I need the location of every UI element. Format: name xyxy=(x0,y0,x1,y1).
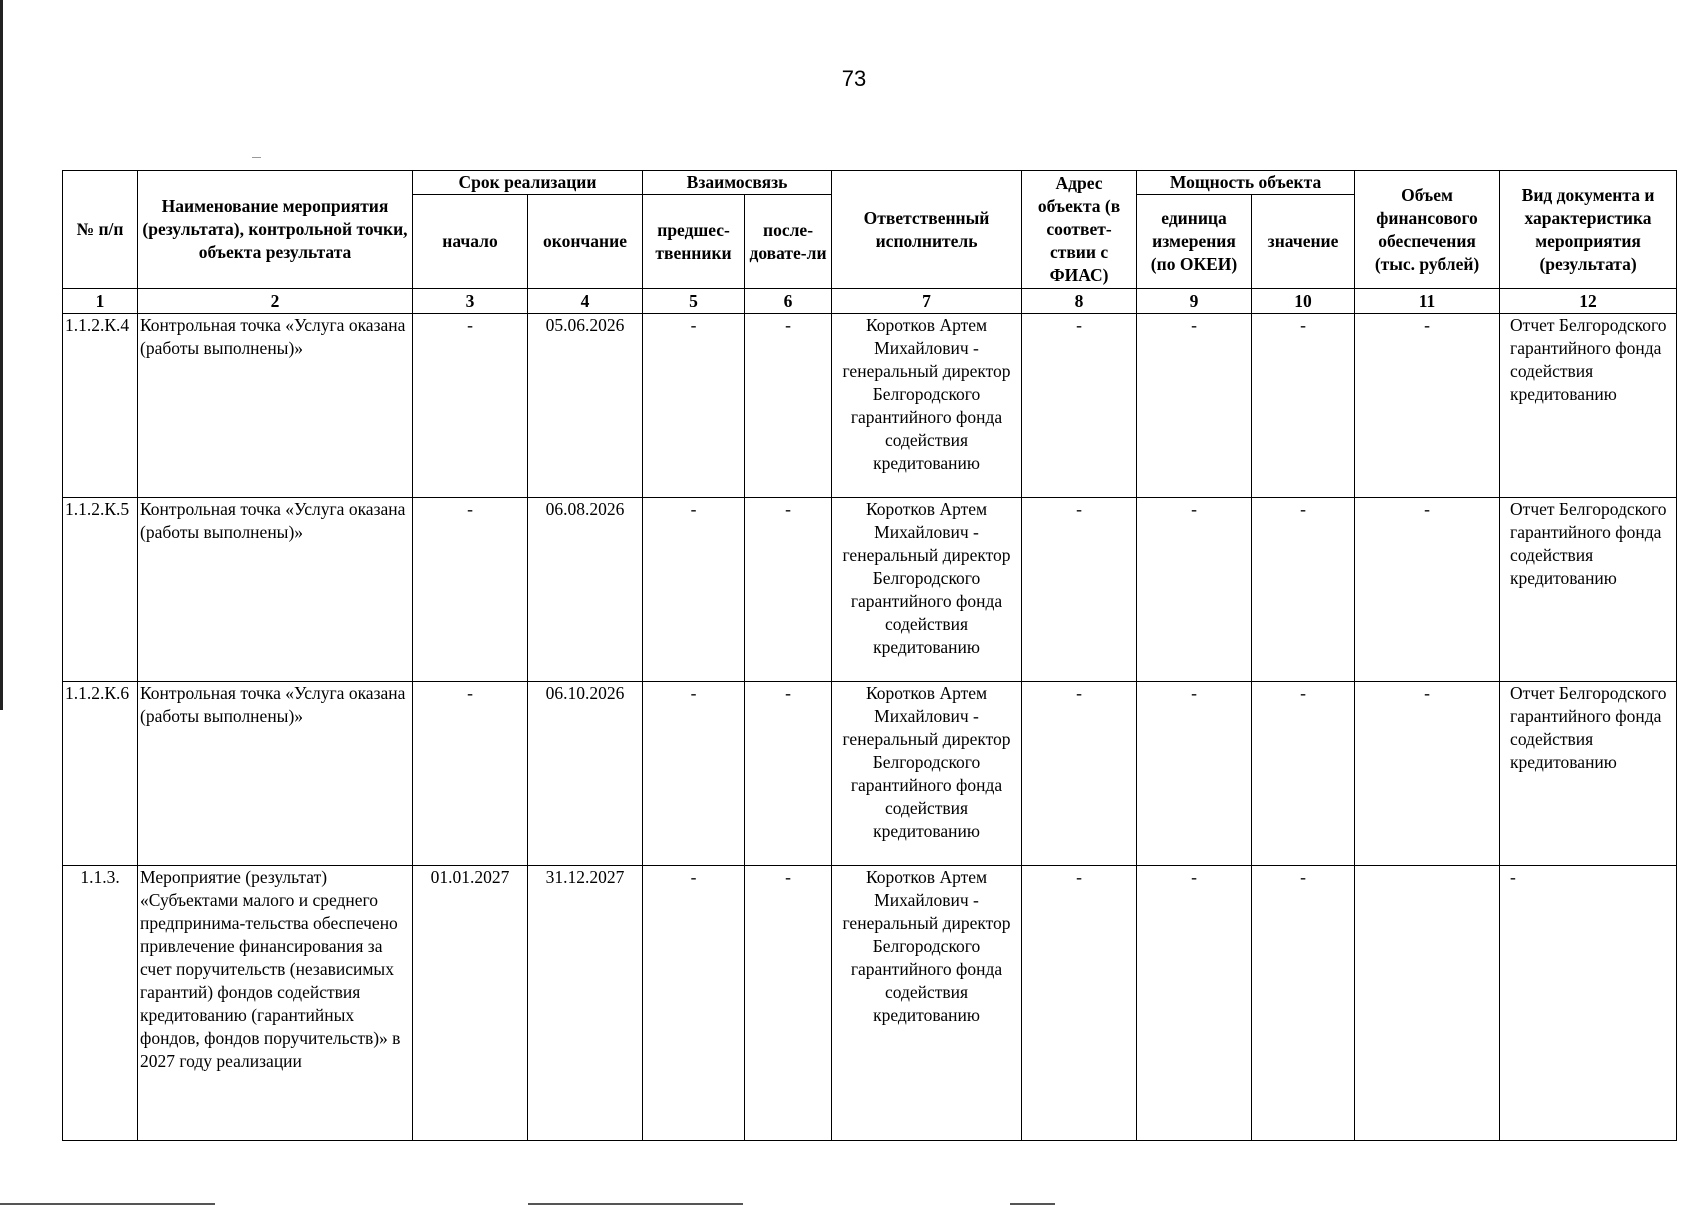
header-name: Наименование мероприятия (результата), контрольной точки, объекта результата xyxy=(138,171,413,289)
row-name: Мероприятие (результат) «Субъектами малого и среднего предпринима-тельства обеспечено привлечение финансирования за счет поручительств (независимых гарантий) фондов содействия кредитованию (гарантийных фондов, фондов поручительств)» в 2027 году реализации xyxy=(138,866,413,1141)
row-end: 31.12.2027 xyxy=(528,866,643,1141)
table-row xyxy=(63,682,1677,866)
row-address: - xyxy=(1022,314,1137,498)
header-start: начало xyxy=(413,195,528,289)
header-responsible: Ответственный исполнитель xyxy=(832,171,1022,289)
column-number: 9 xyxy=(1137,289,1252,314)
row-finance xyxy=(1355,866,1500,1141)
column-number: 10 xyxy=(1252,289,1355,314)
table-row xyxy=(63,498,1677,682)
row-doc-type: Отчет Белгородского гарантийного фонда содействия кредитованию xyxy=(1500,682,1677,866)
table-header xyxy=(63,171,1677,314)
row-address: - xyxy=(1022,682,1137,866)
row-name: Контрольная точка «Услуга оказана (работы выполнены)» xyxy=(138,498,413,682)
table-row xyxy=(63,866,1677,1141)
row-finance: - xyxy=(1355,498,1500,682)
row-start: - xyxy=(413,314,528,498)
column-number: 1 xyxy=(63,289,138,314)
row-doc-type: Отчет Белгородского гарантийного фонда содействия кредитованию xyxy=(1500,498,1677,682)
row-value: - xyxy=(1252,866,1355,1141)
row-successors: - xyxy=(745,866,832,1141)
column-number: 5 xyxy=(643,289,745,314)
header-end: окончание xyxy=(528,195,643,289)
row-predecessors: - xyxy=(643,866,745,1141)
row-unit: - xyxy=(1137,866,1252,1141)
row-number: 1.1.2.К.6 xyxy=(63,682,138,866)
scan-edge-line xyxy=(0,0,3,710)
row-value: - xyxy=(1252,682,1355,866)
column-number: 6 xyxy=(745,289,832,314)
row-predecessors: - xyxy=(643,498,745,682)
row-predecessors: - xyxy=(643,682,745,866)
row-address: - xyxy=(1022,498,1137,682)
row-value: - xyxy=(1252,314,1355,498)
header-capacity: Мощность объекта xyxy=(1137,171,1355,195)
header-doc-type: Вид документа и характеристика мероприятия (результата) xyxy=(1500,171,1677,289)
row-unit: - xyxy=(1137,498,1252,682)
row-number: 1.1.2.К.4 xyxy=(63,314,138,498)
row-successors: - xyxy=(745,682,832,866)
column-number: 12 xyxy=(1500,289,1677,314)
row-responsible: Коротков Артем Михайлович - генеральный директор Белгородского гарантийного фонда содействия кредитованию xyxy=(832,314,1022,498)
row-end: 06.08.2026 xyxy=(528,498,643,682)
row-end: 05.06.2026 xyxy=(528,314,643,498)
row-responsible: Коротков Артем Михайлович - генеральный директор Белгородского гарантийного фонда содействия кредитованию xyxy=(832,866,1022,1141)
column-number: 4 xyxy=(528,289,643,314)
row-finance: - xyxy=(1355,314,1500,498)
row-doc-type: Отчет Белгородского гарантийного фонда содействия кредитованию xyxy=(1500,314,1677,498)
column-number-row xyxy=(63,289,1677,314)
column-number: 2 xyxy=(138,289,413,314)
row-unit: - xyxy=(1137,682,1252,866)
row-start: - xyxy=(413,682,528,866)
row-end: 06.10.2026 xyxy=(528,682,643,866)
header-predecessors: предшес-твенники xyxy=(643,195,745,289)
row-address: - xyxy=(1022,866,1137,1141)
row-successors: - xyxy=(745,498,832,682)
row-value: - xyxy=(1252,498,1355,682)
column-number: 7 xyxy=(832,289,1022,314)
activities-table xyxy=(62,170,1677,1141)
header-finance: Объем финансового обеспечения (тыс. рублей) xyxy=(1355,171,1500,289)
column-number: 11 xyxy=(1355,289,1500,314)
row-start: 01.01.2027 xyxy=(413,866,528,1141)
row-start: - xyxy=(413,498,528,682)
row-number: 1.1.3. xyxy=(63,866,138,1141)
row-name: Контрольная точка «Услуга оказана (работы выполнены)» xyxy=(138,682,413,866)
row-successors: - xyxy=(745,314,832,498)
column-number: 8 xyxy=(1022,289,1137,314)
header-successors: после-довате-ли xyxy=(745,195,832,289)
table-row xyxy=(63,314,1677,498)
row-predecessors: - xyxy=(643,314,745,498)
row-finance: - xyxy=(1355,682,1500,866)
header-period: Срок реализации xyxy=(413,171,643,195)
header-num: № п/п xyxy=(63,171,138,289)
row-number: 1.1.2.К.5 xyxy=(63,498,138,682)
header-value: значение xyxy=(1252,195,1355,289)
row-doc-type: - xyxy=(1500,866,1677,1141)
header-address: Адрес объекта (в соответ-ствии с ФИАС) xyxy=(1022,171,1137,289)
header-relation: Взаимосвязь xyxy=(643,171,832,195)
row-unit: - xyxy=(1137,314,1252,498)
row-responsible: Коротков Артем Михайлович - генеральный директор Белгородского гарантийного фонда содействия кредитованию xyxy=(832,498,1022,682)
page-number: 73 xyxy=(841,66,867,91)
column-number: 3 xyxy=(413,289,528,314)
row-responsible: Коротков Артем Михайлович - генеральный директор Белгородского гарантийного фонда содействия кредитованию xyxy=(832,682,1022,866)
header-unit: единица измерения (по ОКЕИ) xyxy=(1137,195,1252,289)
row-name: Контрольная точка «Услуга оказана (работы выполнены)» xyxy=(138,314,413,498)
scan-mark xyxy=(252,157,261,158)
